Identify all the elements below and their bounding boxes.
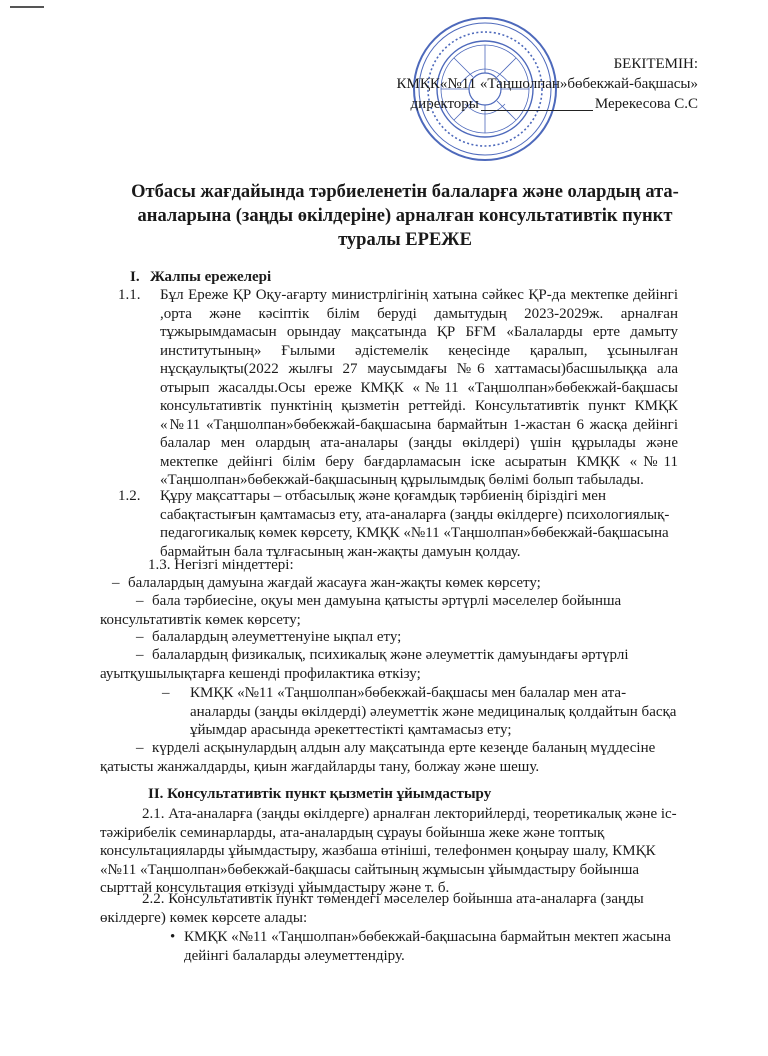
- paragraph-1-1-number: 1.1.: [118, 287, 141, 303]
- list-item: [100, 592, 680, 629]
- dash-marker: –: [136, 740, 144, 756]
- dash-marker: –: [136, 593, 144, 609]
- paragraph-2-2: [100, 890, 690, 927]
- paragraph-2-1-text: 2.1. Ата-аналарға (заңды өкілдерге) арналған лекторийлерді, теоретикалық және іс-тәжірибелік семинарларды, ата-аналардың сұрауы бойынша жеке және топтық консультацияларды ұйымдастыру, жазбаша өтініші, телефонмен қоңырау шалу, КМҚК «№11 «Таңшолпан»бөбекжай-бақшасы сайтының жұмысын ұйымдастыру бойынша сырттай консультация өткізуді ұйымдастыру және т. б.: [100, 806, 677, 896]
- paragraph-1-1: [118, 286, 678, 490]
- paragraph-2-1: [100, 805, 690, 898]
- paragraph-1-2: [118, 487, 678, 561]
- section-1-title: Жалпы ережелері: [150, 269, 272, 285]
- approval-block: [397, 54, 698, 114]
- list-item-text: КМҚК «№11 «Таңшолпан»бөбекжай-бақшасы мен балалар мен ата-аналарды (заңды өкілдерді) әлеуметтік және медициналық қолдайтын басқа ұйымдар арасында әрекеттестікті қамтамасыз ету;: [190, 685, 677, 738]
- paragraph-1-3: 1.3. Негізгі міндеттері:: [148, 557, 294, 573]
- list-item: [100, 646, 680, 683]
- document-title: Отбасы жағдайында тәрбиеленетін балаларға және олардың ата-аналарына (заңды өкілдеріне) арналған консультативтік пункт туралы ЕРЕЖЕ: [131, 182, 679, 250]
- list-item-text: бала тәрбиесіне, оқуы мен дамуына қатысты әртүрлі мәселелер бойынша консультативтік көмек көрсету;: [100, 593, 622, 628]
- signature-line: [481, 110, 593, 111]
- paragraph-1-2-text: Құру мақсаттары – отбасылық және қоғамдық тәрбиенің біріздігі мен сабақтастығын қамтамасыз ету, ата-аналарға (заңды өкілдерге) психологиялық-педагогикалық көмек көрсету, КМҚК «№11 «Таңшолпан»бөбекжай-бақшасына бармайтын бала тұлғасының жан-жақты дамуын қолдау.: [160, 488, 670, 560]
- section-1-heading: [130, 268, 271, 287]
- director-label: директоры: [410, 96, 479, 112]
- approval-title: БЕКІТЕМІН:: [613, 56, 698, 72]
- list-item-text: балалардың әлеуметтенуіне ықпал ету;: [152, 629, 402, 645]
- list-item: [100, 574, 680, 593]
- approval-director-line: [397, 94, 698, 114]
- dash-marker: –: [112, 575, 120, 591]
- director-name: Мерекесова С.С: [594, 96, 698, 112]
- list-item: [162, 684, 682, 740]
- list-item-text: күрделі асқынулардың алдын алу мақсатында ерте кезеңде баланың мүддесіне қатысты жанжалдарды, қиын жағдайларды тану, болжау және шешу.: [100, 740, 656, 775]
- section-2-heading: II. Консультативтік пункт қызметін ұйымдастыру: [148, 786, 492, 802]
- paragraph-1-1-text: Бұл Ереже ҚР Оқу-ағарту министрлігінің хатына сәйкес ҚР-да мектепке дейінгі ,орта және кәсіптік білім беруді дамытудың 2023-2029ж. арналған тұжырымдамасын орындау мақсатында ҚР БҒМ «Балаларды ерте дамыту институтының» Ғылыми әдістемелік кеңесінде қаралып, ұсынылған нұсқаулықты(2022 жылғы 27 маусымдағы №6 хаттамасы)басшылыққа ала отырып жасалды.Осы ереже КМҚК «№11 «Таңшолпан»бөбекжай-бақшасы консультативтік пунктінің қызметін реттейді. Консультативтік пункт КМҚК «№11 «Таңшолпан»бөбекжай-бақшасына бармайтын 1-жастан 6 жасқа дейінгі балалар мен олардың ата-аналары (заңды өкілдері) үшін құрылады және мектепке дейінгі білім беру бағдарламасын іске асыратын КМҚК «№11 «Таңшолпан»бөбекжай-бақшасының құрылымдық бөлімі болып табылады.: [160, 287, 678, 488]
- bullet-item: [170, 928, 690, 965]
- paragraph-1-2-number: 1.2.: [118, 488, 141, 504]
- list-item: [100, 739, 680, 776]
- bullet-marker: •: [170, 929, 176, 945]
- paragraph-2-2-text: 2.2. Консультативтік пункт төмендегі мәселелер бойынша ата-аналарға (заңды өкілдерге) көмек көрсете алады:: [100, 891, 644, 926]
- scan-mark: [10, 6, 44, 8]
- list-item-text: балалардың дамуына жағдай жасауға жан-жақты көмек көрсету;: [128, 575, 541, 591]
- approval-org: КМҚК«№11 «Таңшолпан»бөбекжай-бақшасы»: [396, 76, 698, 92]
- list-item-text: балалардың физикалық, психикалық және әлеуметтік дамуындағы әртүрлі ауытқушылықтарға кешенді профилактика өткізу;: [100, 647, 629, 682]
- list-item: [100, 628, 680, 647]
- dash-marker: –: [136, 647, 144, 663]
- bullet-item-text: КМҚК «№11 «Таңшолпан»бөбекжай-бақшасына бармайтын мектеп жасына дейінгі балаларды әлеуметтендіру.: [184, 929, 671, 964]
- dash-marker: –: [162, 685, 170, 701]
- dash-marker: –: [136, 629, 144, 645]
- section-1-number: I.: [130, 269, 140, 285]
